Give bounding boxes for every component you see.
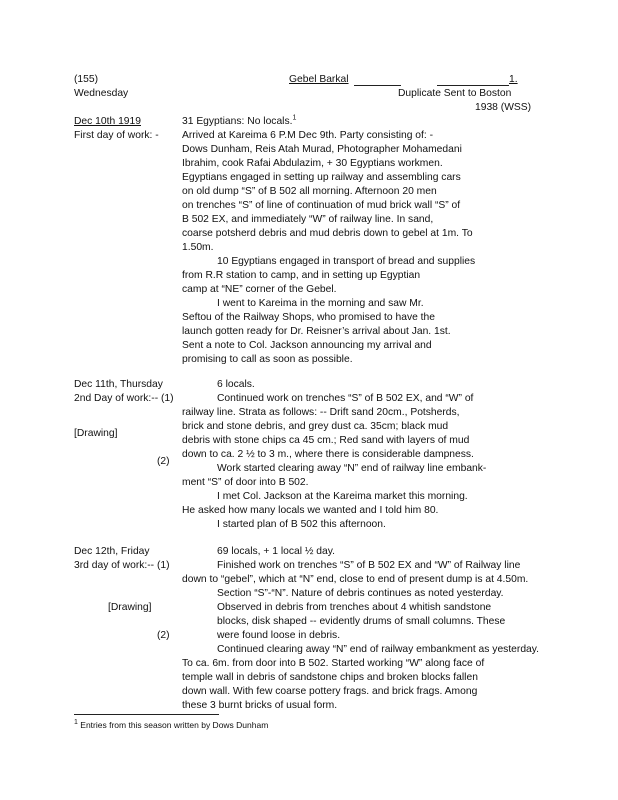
text-line: Dows Dunham, Reis Atah Murad, Photographer Mohamedani [182,144,462,155]
site-title-underline [354,85,401,86]
text-line: were found loose in debris. [217,630,341,641]
text-line: To ca. 6m. from door into B 502. Started working “W” along face of [182,658,485,669]
text-line: Section “S”-“N”. Nature of debris continues as noted yesterday. [217,588,504,599]
footnote [74,719,268,732]
text-line: Ibrahim, cook Rafai Abdulazim, + 30 Egyptians workmen. [182,158,443,169]
entry-locals: 6 locals. [217,379,255,390]
text-line: ment “S” of door into B 502. [182,477,309,488]
text-line: Observed in debris from trenches about 4 whitish sandstone [217,602,492,613]
drawing-placeholder: [Drawing] [108,602,152,613]
text-line: launch gotten ready for Dr. Reisner’s arrival about Jan. 1st. [182,326,451,337]
footnote-separator [74,714,219,715]
text-line: Continued work on trenches “S” of B 502 EX, and “W” of [217,393,474,404]
text-line: promising to call as soon as possible. [182,354,353,365]
entry-day-label: First day of work: - [74,130,159,141]
drawing-placeholder: [Drawing] [74,428,118,439]
section-marker: (2) [157,630,170,641]
text-line: brick and stone debris, and grey dust ca. 35cm; black mud [182,421,449,432]
text-line: Continued clearing away “N” end of railway embankment as yesterday. [217,644,540,655]
text-line: He asked how many locals we wanted and I told him 80. [182,505,439,516]
duplicate-note: Duplicate Sent to Boston [398,88,512,99]
text-line: down to “gebel”, which at “N” end, close to end of present dump is at 4.50m. [182,574,529,585]
text-line: I met Col. Jackson at the Kareima market this morning. [217,491,468,502]
entry-date: Dec 10th 1919 [74,116,141,127]
text-line: 1.50m. [182,242,214,253]
text-line: on old dump “S” of B 502 all morning. Afternoon 20 men [182,186,437,197]
entry-day-label: 2nd Day of work:-- (1) [74,393,174,404]
entry-locals: 69 locals, + 1 local ½ day. [217,546,336,557]
text-line: 10 Egyptians engaged in transport of bread and supplies [217,256,476,267]
text-line: Work started clearing away “N” end of railway line embank- [217,463,487,474]
text-line: Seftou of the Railway Shops, who promised to have the [182,312,435,323]
text-line: on trenches “S” of line of continuation of mud brick wall “S” of [182,200,461,211]
weekday: Wednesday [74,88,129,99]
text-line: B 502 EX, and immediately “W” of railway line. In sand, [182,214,434,225]
text-line: Sent a note to Col. Jackson announcing my arrival and [182,340,432,351]
text-line: I went to Kareima in the morning and saw Mr. [217,298,424,309]
text-line: I started plan of B 502 this afternoon. [217,519,386,530]
footnote-text: Entries from this season written by Dows Dunham [80,720,269,730]
text-line: Finished work on trenches “S” of B 502 EX and “W” of Railway line [217,560,521,571]
text-line: Egyptians engaged in setting up railway and assembling cars [182,172,461,183]
entry-locals: 31 Egyptians: No locals.$^1$ [182,114,297,127]
text-line: blocks, disk shaped -- evidently drums of small columns. These [217,616,506,627]
page-number-underline [437,85,509,86]
text-line: railway line. Strata as follows: -- Drift sand 20cm., Potsherds, [182,407,460,418]
page-number: 1. [509,74,518,85]
text-line: down to ca. 2 ½ to 3 m., where there is considerable dampness. [182,449,474,460]
text-line: down wall. With few coarse pottery frags. and brick frags. Among [182,686,478,697]
text-line: temple wall in debris of sandstone chips and broken blocks fallen [182,672,478,683]
entry-date: Dec 11th, Thursday [74,379,163,390]
text-line: camp at “NE” corner of the Gebel. [182,284,337,295]
text-line: debris with stone chips ca 45 cm.; Red sand with layers of mud [182,435,470,446]
duplicate-year: 1938 (WSS) [475,102,532,113]
section-marker: (2) [157,456,170,467]
footnote-marker: 1 [74,719,78,727]
text-line: these 3 burnt bricks of usual form. [182,700,338,711]
text-line: from R.R station to camp, and in setting up Egyptian [182,270,421,281]
site-title: Gebel Barkal [289,74,349,85]
footnote-ref: 1 [292,114,297,122]
entry-day-label: 3rd day of work:-- (1) [74,560,170,571]
entry-date: Dec 12th, Friday [74,546,150,557]
text-line: Arrived at Kareima 6 P.M Dec 9th. Party consisting of: - [182,130,434,141]
page-reference: (155) [74,74,99,85]
text-line: coarse potsherd debris and mud debris down to gebel at 1m. To [182,228,473,239]
